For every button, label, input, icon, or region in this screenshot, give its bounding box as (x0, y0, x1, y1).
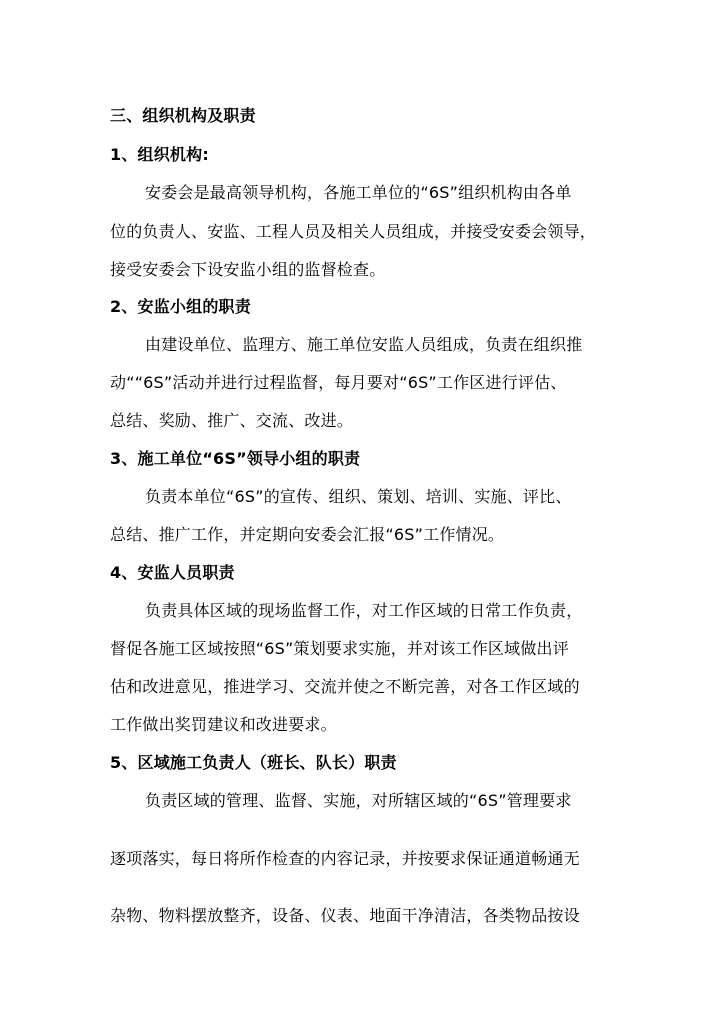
paragraph-line: 工作做出奖罚建议和改进要求。 (110, 715, 337, 734)
paragraph-line: 逐项落实，每日将所作检查的内容记录，并按要求保证通道畅通无 (110, 849, 580, 868)
paragraph-line: 估和改进意见，推进学习、交流并使之不断完善，对各工作区域的 (110, 677, 580, 696)
paragraph-line: 负责区域的管理、监督、实施，对所辖区域的“6S”管理要求 (145, 791, 572, 810)
paragraph-line: 杂物、物料摆放整齐，设备、仪表、地面干净清洁，各类物品按设 (110, 906, 580, 925)
paragraph-line: 总结、推广工作，并定期向安委会汇报“6S”工作情况。 (110, 525, 505, 544)
paragraph-line: 由建设单位、监理方、施工单位安监人员组成，负责在组织推 (145, 335, 583, 354)
paragraph-line: 负责具体区域的现场监督工作，对工作区域的日常工作负责， (145, 601, 583, 620)
section-5-heading: 5、区域施工负责人（班长、队长）职责 (110, 753, 397, 772)
paragraph-line: 动““6S”活动并进行过程监督，每月要对“6S”工作区进行评估、 (110, 373, 567, 392)
section-2-heading: 2、安监小组的职责 (110, 297, 251, 316)
section-4-heading: 4、安监人员职责 (110, 563, 235, 582)
paragraph-line: 督促各施工区域按照“6S”策划要求实施，并对该工作区域做出评 (110, 639, 569, 658)
section-title: 三、组织机构及职责 (110, 106, 256, 125)
paragraph-line: 负责本单位“6S”的宣传、组织、策划、培训、实施、评比、 (145, 487, 572, 506)
section-3-heading: 3、施工单位“6S”领导小组的职责 (110, 449, 361, 468)
paragraph-line: 位的负责人、安监、工程人员及相关人员组成，并接受安委会领导， (110, 222, 597, 241)
paragraph-line: 安委会是最高领导机构，各施工单位的“6S”组织机构由各单 (145, 183, 572, 202)
paragraph-line: 总结、奖励、推广、交流、改进。 (110, 411, 354, 430)
paragraph-line: 接受安委会下设安监小组的监督检查。 (110, 260, 386, 279)
section-1-heading: 1、组织机构: (110, 145, 209, 164)
